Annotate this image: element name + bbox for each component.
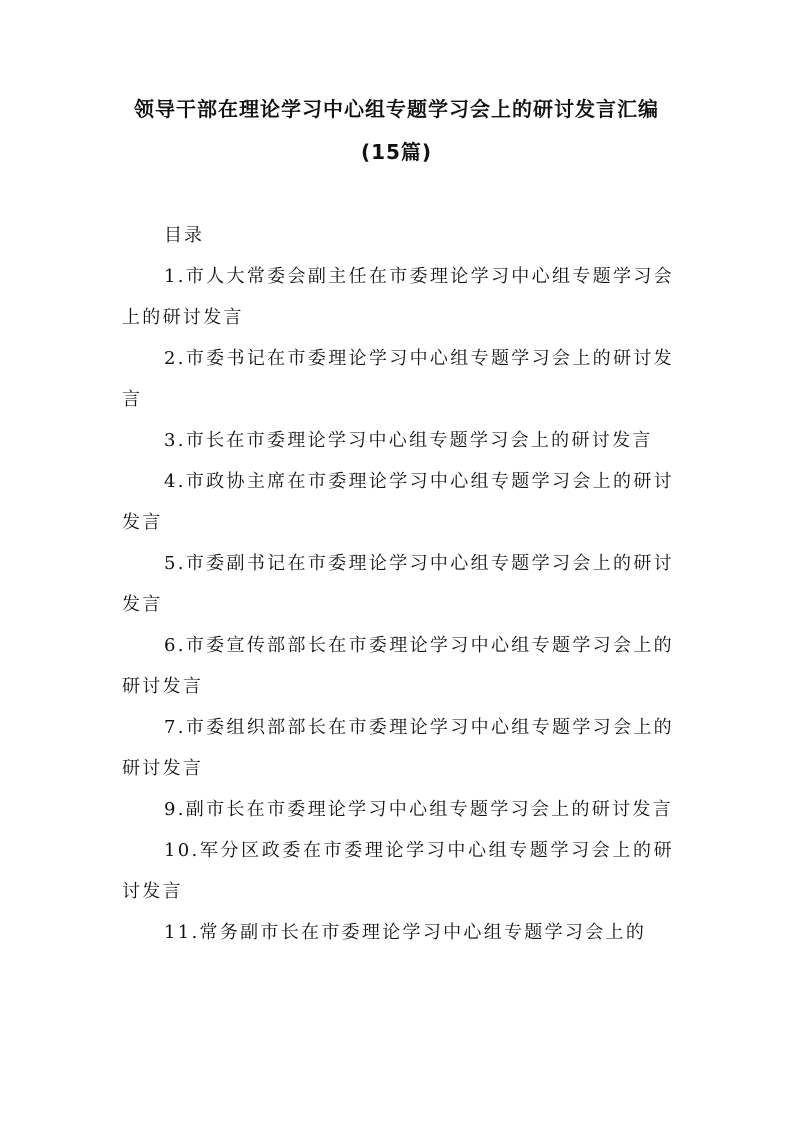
toc-item: 10.军分区政委在市委理论学习中心组专题学习会上的研讨发言 [122, 840, 674, 902]
toc-item: 6.市委宣传部部长在市委理论学习中心组专题学习会上的研讨发言 [122, 635, 674, 697]
toc-item: 9.副市长在市委理论学习中心组专题学习会上的研讨发言 [164, 799, 673, 820]
toc-item: 1.市人大常委会副主任在市委理论学习中心组专题学习会上的研讨发言 [122, 266, 674, 328]
toc-item: 5.市委副书记在市委理论学习中心组专题学习会上的研讨发言 [122, 553, 674, 615]
table-of-contents [122, 256, 674, 953]
toc-item: 4.市政协主席在市委理论学习中心组专题学习会上的研讨发言 [122, 471, 674, 533]
toc-item: 11.常务副市长在市委理论学习中心组专题学习会上的 [164, 922, 647, 943]
toc-heading: 目录 [164, 225, 204, 246]
toc-item: 7.市委组织部部长在市委理论学习中心组专题学习会上的研讨发言 [122, 717, 674, 779]
toc-item: 2.市委书记在市委理论学习中心组专题学习会上的研讨发言 [122, 348, 674, 410]
document-subtitle: (15篇) [360, 140, 433, 164]
document-title: 领导干部在理论学习中心组专题学习会上的研讨发言汇编 [134, 97, 659, 121]
toc-item: 3.市长在市委理论学习中心组专题学习会上的研讨发言 [164, 430, 653, 451]
